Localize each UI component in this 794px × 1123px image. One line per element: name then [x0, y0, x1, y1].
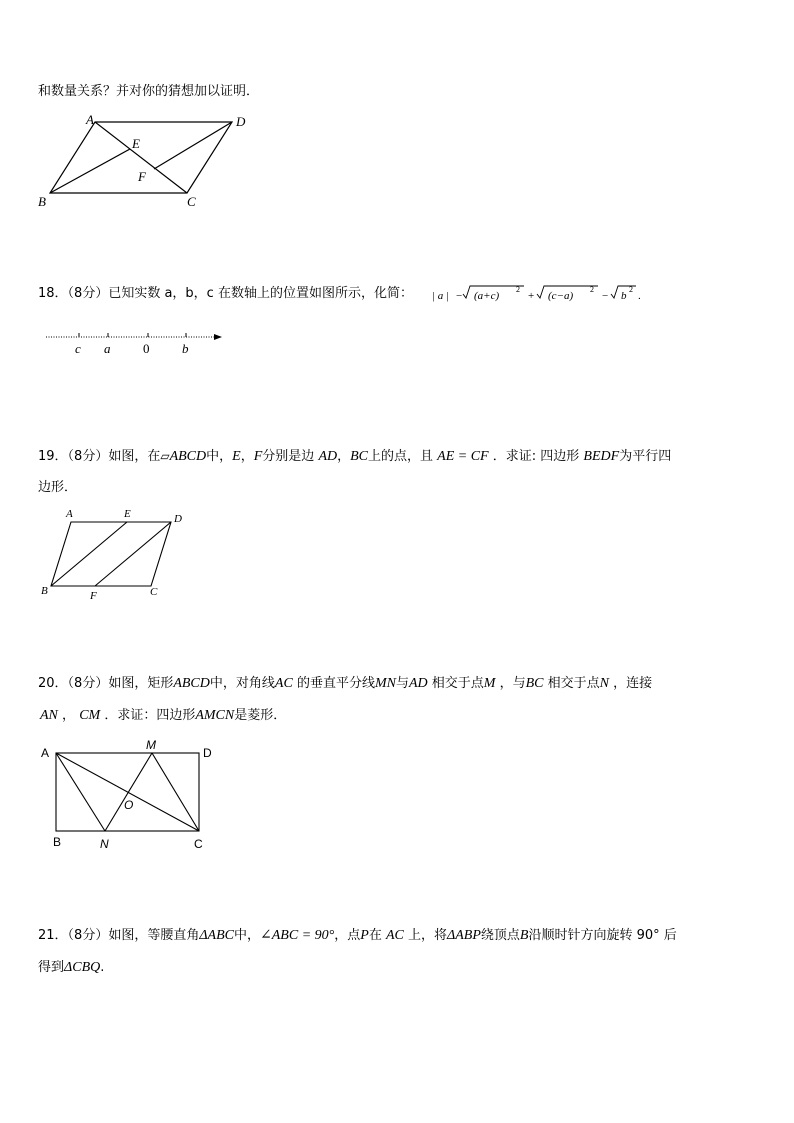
q20-line-an	[56, 753, 105, 831]
q18-rad3: b	[621, 290, 627, 302]
q20-label-n: N	[100, 837, 109, 851]
q18-abs-a: | a |	[432, 290, 450, 302]
q20-line-mc	[152, 753, 199, 831]
q21-line1: 21．（8分）如图，等腰直角ΔABC中，∠ABC = 90°，点P在 AC 上，将ΔABP绕顶点B沿顺时针方向旋转 90° 后	[38, 928, 677, 943]
q19-label-f: F	[90, 590, 97, 602]
q20-label-b: B	[53, 835, 62, 849]
q17-label-c: C	[187, 194, 196, 209]
q18-minus2: −	[602, 290, 609, 302]
q20-label-a: A	[41, 746, 50, 760]
q20-label-o: O	[124, 798, 134, 812]
q20-label-d: D	[203, 746, 212, 760]
q18-sq3: 2	[629, 285, 633, 294]
q20-diagonal-ac	[56, 753, 199, 831]
q20-label-m: M	[146, 738, 156, 752]
q19-label-d: D	[174, 513, 182, 525]
q18-sq1: 2	[516, 285, 520, 294]
q19-label-c: C	[150, 586, 158, 598]
q20-line2: AN ， CM ．求证：四边形AMCN是菱形．	[40, 708, 287, 723]
q18-label-c: c	[75, 341, 81, 356]
q19-label-e: E	[124, 508, 131, 520]
q18-rad1: (a+c)	[474, 290, 500, 302]
q17-text: 和数量关系？并对你的猜想加以证明．	[38, 84, 260, 99]
q17-label-e: E	[132, 136, 140, 151]
q20-line-nm	[105, 753, 152, 831]
q17-label-b: B	[38, 194, 46, 209]
q17-label-a: A	[86, 112, 94, 127]
q17-label-d: D	[236, 114, 246, 129]
q18-label-b: b	[182, 341, 189, 356]
q20-label-c: C	[194, 837, 203, 851]
q19-label-a: A	[66, 508, 73, 520]
q18-label-0: 0	[143, 341, 150, 356]
q19-line2: 边形．	[38, 480, 78, 495]
q18-rad2: (c−a)	[548, 290, 574, 302]
q17-label-f: F	[138, 169, 146, 184]
q19-label-b: B	[41, 585, 48, 597]
q18-end: .	[638, 290, 641, 302]
q20-line1: 20．（8分）如图，矩形ABCD中，对角线AC 的垂直平分线MN与AD 相交于点M ，与BC 相交于点N ，连接	[38, 676, 653, 691]
q18-plus: +	[528, 290, 535, 302]
q19-line1: 19．（8分）如图，在▱ABCD中，E，F分别是边 AD，BC上的点，且 AE = CF ．求证: 四边形 BEDF为平行四	[38, 449, 672, 464]
q21-line2: 得到ΔCBQ.	[38, 960, 105, 975]
q18-prefix: 18．（8分）已知实数 a，b，c 在数轴上的位置如图所示，化简：	[38, 286, 413, 301]
q18-label-a: a	[104, 341, 111, 356]
q18-sq2: 2	[590, 285, 594, 294]
q18-minus1: −	[456, 290, 463, 302]
